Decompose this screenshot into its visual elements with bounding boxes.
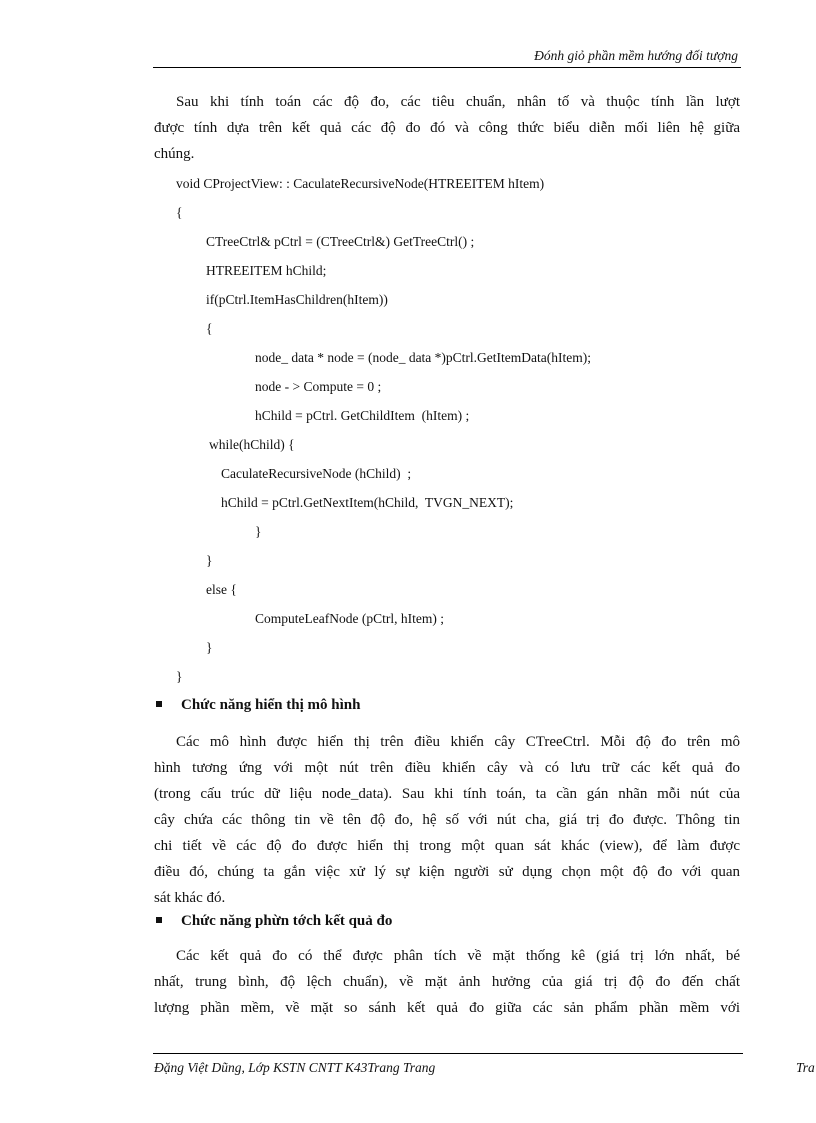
text-line: lượng phần mềm, về mặt so sánh kết quả đo giữa các sản phẩm phần mềm với [154,1000,740,1016]
running-header: Đónh giỏ phần mềm hướng đối tượng [534,48,738,63]
text-line: (trong cấu trúc dữ liệu node_data). Sau khi tính toán, ta cần gán nhãn mỗi nút của [154,786,740,802]
text-line: nhất, trung bình, độ lệch chuẩn), về mặt ảnh hưởng của giá trị độ đo đến chất [154,974,740,990]
text-line: chi tiết về các độ đo được hiển thị trong một quan sát khác (view), để làm được [154,838,740,854]
intro-paragraph [154,89,740,167]
code-line: } [176,669,183,684]
text-line: điều đó, chúng ta gắn việc xử lý sự kiện người sử dụng chọn một độ đo với quan [154,864,740,880]
text-line: sát khác đó. [154,890,226,906]
text-line: hình tương ứng với một nút trên điều khiển cây và có lưu trữ các kết quả đo [154,760,740,776]
section-heading-text: Chức năng phừn tớch kết quả đo [181,913,393,929]
section-heading-text: Chức năng hiển thị mô hình [181,697,361,713]
code-line: if(pCtrl.ItemHasChildren(hItem)) [206,292,388,307]
text-line: cây chứa các thông tin về tên độ đo, hệ số với nút cha, giá trị đo được. Thông tin [154,812,740,828]
code-line: ComputeLeafNode (pCtrl, hItem) ; [255,611,444,626]
code-line: void CProjectView: : CaculateRecursiveNode(HTREEITEM hItem) [176,176,545,191]
footer-page: Tra [796,1060,815,1075]
code-line: CTreeCtrl& pCtrl = (CTreeCtrl&) GetTreeCtrl() ; [206,234,475,249]
section1-paragraph [154,729,740,911]
code-line: while(hChild) { [209,437,295,452]
code-line: { [206,321,213,336]
bullet-square-icon [156,701,162,707]
footer-divider [153,1053,743,1054]
text-line: chúng. [154,146,195,162]
text-line: được tính dựa trên kết quả các độ đo đó và công thức biểu diễn mối liên hệ giữa [154,120,740,136]
code-line: { [176,205,183,220]
section-heading [156,697,360,714]
code-line: HTREEITEM hChild; [206,263,327,278]
code-line: CaculateRecursiveNode (hChild) ; [221,466,412,481]
code-line: } [206,640,213,655]
text-line: Sau khi tính toán các độ đo, các tiêu chuẩn, nhân tố và thuộc tính lần lượt [176,94,740,110]
code-line: } [255,524,262,539]
section2-paragraph [154,943,740,1021]
footer-author: Đặng Việt Dũng, Lớp KSTN CNTT K43Trang Trang [154,1060,436,1075]
header-divider [153,67,741,68]
code-line: hChild = pCtrl.GetNextItem(hChild, TVGN_NEXT); [221,495,514,510]
code-line: else { [206,582,237,597]
text-line: Các kết quả đo có thể được phân tích về mặt thống kê (giá trị lớn nhất, bé [176,948,740,964]
code-line: } [206,553,213,568]
code-line: node - > Compute = 0 ; [255,379,382,394]
code-line: hChild = pCtrl. GetChildItem (hItem) ; [255,408,470,423]
code-line: node_ data * node = (node_ data *)pCtrl.GetItemData(hItem); [255,350,591,365]
section-heading [156,913,392,930]
text-line: Các mô hình được hiển thị trên điều khiển cây CTreeCtrl. Mỗi độ đo trên mô [176,734,740,750]
bullet-square-icon [156,917,162,923]
